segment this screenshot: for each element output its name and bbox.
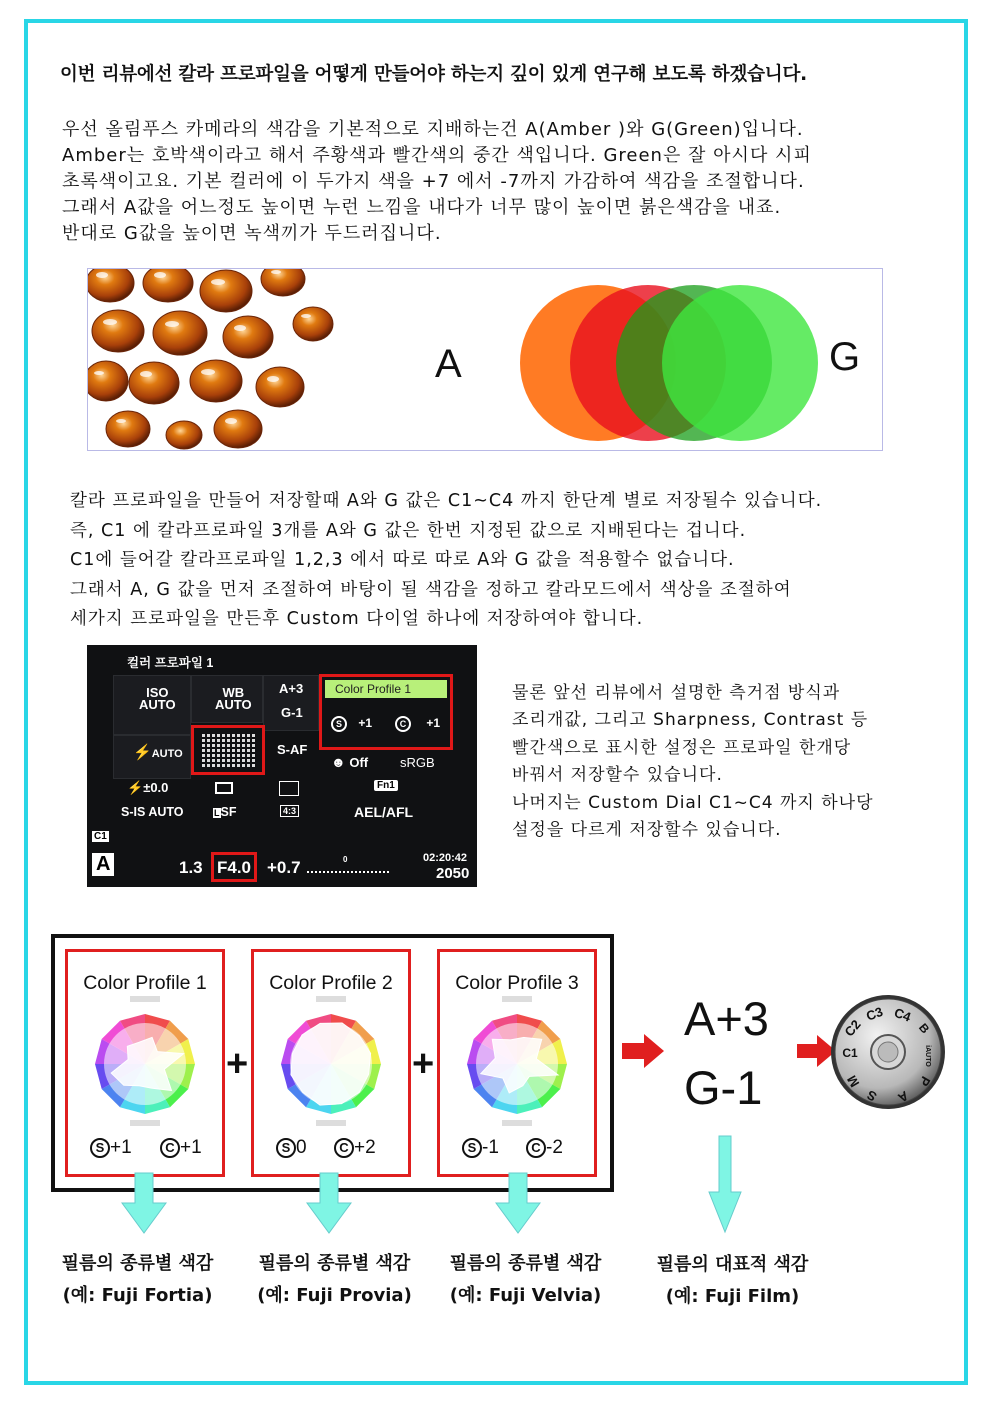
profile-contrast: C +2 [334,1137,376,1159]
contrast-value: +1 [426,716,441,730]
side-line: 바꿔서 저장할수 있습니다. [512,765,723,786]
camera-a-value: A+3 [279,681,304,696]
iso-label: ISO [146,685,169,700]
caption-example: (예: Fuji Velvia) [449,1285,602,1306]
cyan-down-arrow-icon [708,1136,742,1234]
dial-label: A [895,1088,912,1106]
caption-velvia [443,1248,608,1312]
flash-compensation: ⚡±0.0 [127,780,169,795]
dial-label: C3 [864,1003,885,1024]
color-profile-card-2 [251,949,411,1177]
caption-title: 필름의 종류별 색감 [258,1253,411,1274]
amber-label: A [435,342,462,386]
amber-green-circles [516,269,816,450]
af-mode: S-AF [277,742,308,757]
side-line: 물론 앞선 리뷰에서 설명한 측거점 방식과 [512,683,841,703]
red-arrow-icon [622,1034,666,1068]
color-wheel-icon [462,996,572,1126]
sharpness-value: +1 [358,716,373,730]
plus-sign: + [226,1043,249,1085]
caption-example: (예: Fuji Fortia) [62,1285,213,1306]
mode-dial-icon [829,993,947,1111]
custom-mode-badge: C1 [94,831,107,842]
dial-label: M [843,1072,863,1090]
contrast-icon: C [395,716,411,732]
image-stabilizer: S-IS AUTO [121,805,184,819]
sharpness-setting [331,716,372,732]
af-grid-icon [200,732,256,768]
color-profile-card-1 [65,949,225,1177]
shots-remaining: 2050 [436,865,470,882]
profile-contrast: C -2 [526,1137,563,1159]
aperture-value: F4.0 [217,858,252,877]
profile-title: Color Profile 3 [455,972,579,994]
profile-paragraph [70,487,950,635]
dial-label: iAUTO [924,1045,931,1067]
dial-label: B [915,1020,933,1037]
intro-line: 반대로 G값을 높이면 녹색끼가 두드러집니다. [62,223,442,244]
profile-line: 그래서 A, G 값을 먼저 조절하여 바탕이 될 색감을 정하고 칼라모드에서 색상을 조절하여 [70,579,792,600]
wb-setting [215,687,252,711]
sharpness-icon: S [331,716,347,732]
ael-afl: AEL/AFL [354,804,414,820]
intro-line: 우선 올림푸스 카메라의 색감을 기본적으로 지배하는건 A(Amber )와 G(Green)입니다. [62,119,804,140]
caption-title: 필름의 대표적 색감 [656,1254,809,1275]
caption-provia [252,1248,417,1312]
cyan-down-arrow-icon [495,1173,541,1235]
metering-icon [279,781,299,796]
iso-setting [139,687,176,711]
exposure-compensation: +0.7 [267,858,301,877]
shutter-speed: 1.3 [179,858,203,877]
dial-label: C1 [842,1046,858,1060]
shooting-mode: A [92,853,114,876]
side-line: 설정을 다르게 저장할수 있습니다. [512,820,782,841]
intro-line: Amber는 호박색이라고 해서 주황색과 빨간색의 중간 색입니다. Green은 잘 아시다 시피 [62,145,812,166]
caption-example: (예: Fuji Film) [665,1286,800,1307]
g-value-large: G-1 [684,1061,763,1114]
profile-contrast: C +1 [160,1137,202,1159]
intro-line: 초록색이고요. 기본 컬러에 이 두가지 색을 +7 에서 -7까지 가감하여 색감을 조절합니다. [62,171,805,192]
camera-g-value: G-1 [281,705,303,720]
caption-title: 필름의 종류별 색감 [449,1253,602,1274]
profile-sharpness: S 0 [276,1137,307,1159]
color-profile-label: Color Profile 1 [335,682,412,696]
profile-title: Color Profile 1 [83,972,207,994]
side-line: 조리개값, 그리고 Sharpness, Contrast 등 [512,710,869,731]
a-value-large: A+3 [684,992,769,1045]
intro-paragraph [62,117,942,247]
aspect-frame-icon [215,782,233,794]
caption-example: (예: Fuji Provia) [257,1285,412,1306]
amber-green-figure [87,268,883,451]
profile-line: 칼라 프로파일을 만들어 저장할때 A와 G 값은 C1~C4 까지 한단계 별로 저장될수 있습니다. [70,491,823,511]
clock-time: 02:20:42 [423,852,468,864]
image-quality: LSF [214,805,237,819]
cyan-down-arrow-icon [121,1173,167,1235]
dial-label: C4 [892,1004,913,1025]
profile-sharpness: S -1 [462,1137,499,1159]
amber-beads-image [88,269,338,450]
color-profile-card-3 [437,949,597,1177]
exposure-scale-zero: 0 [343,855,348,864]
flash-mode: ⚡AUTO [133,744,183,761]
face-icon: ☻ [331,754,346,770]
page-heading: 이번 리뷰에선 칼라 프로파일을 어떻게 만들어야 하는지 깊이 있게 연구해 보도록 하겠습니다. [60,64,807,85]
iso-value: AUTO [139,697,176,712]
profile-line: 세가지 프로파일을 만든후 Custom 다이얼 하나에 저장하여야 합니다. [70,609,644,629]
plus-sign: + [412,1043,435,1085]
face-priority: ☻ Off [331,754,369,770]
wb-label: WB [222,685,245,700]
profile-line: C1에 들어갈 칼라프로파일 1,2,3 에서 따로 따로 A와 G 값을 적용할수 없습니다. [70,550,735,570]
profile-sharpness: S +1 [90,1137,132,1159]
wb-value: AUTO [215,697,252,712]
aspect-ratio: 4:3 [280,805,299,817]
green-label: G [829,335,861,379]
exposure-scale [307,871,389,875]
intro-line: 그래서 A값을 어느정도 높이면 누런 느낌을 내다가 너무 많이 높이면 붉은색감을 내죠. [62,197,782,218]
dial-label: S [864,1087,880,1105]
caption-title: 필름의 종류별 색감 [61,1253,214,1274]
profile-title: Color Profile 2 [269,972,393,994]
color-wheel-icon [276,996,386,1126]
fn1-badge: Fn1 [374,780,398,791]
side-line: 빨간색으로 표시한 설정은 프로파일 한개당 [512,737,852,758]
caption-fortia [55,1248,220,1312]
camera-control-panel [87,645,477,887]
color-wheel-icon [90,996,200,1126]
cyan-down-arrow-icon [306,1173,352,1235]
side-paragraph [512,680,942,844]
color-space: sRGB [400,755,435,770]
panel-title: 컬러 프로파일 1 [127,656,214,670]
dial-label: C2 [841,1016,864,1040]
contrast-setting [395,716,440,732]
side-line: 나머지는 Custom Dial C1~C4 까지 하나당 [512,792,874,813]
profile-line: 즉, C1 에 칼라프로파일 3개를 A와 G 값은 한번 지정된 값으로 지배된다는 겁니다. [70,520,747,541]
dial-label: P [916,1073,934,1089]
caption-fuji-film [645,1249,820,1313]
